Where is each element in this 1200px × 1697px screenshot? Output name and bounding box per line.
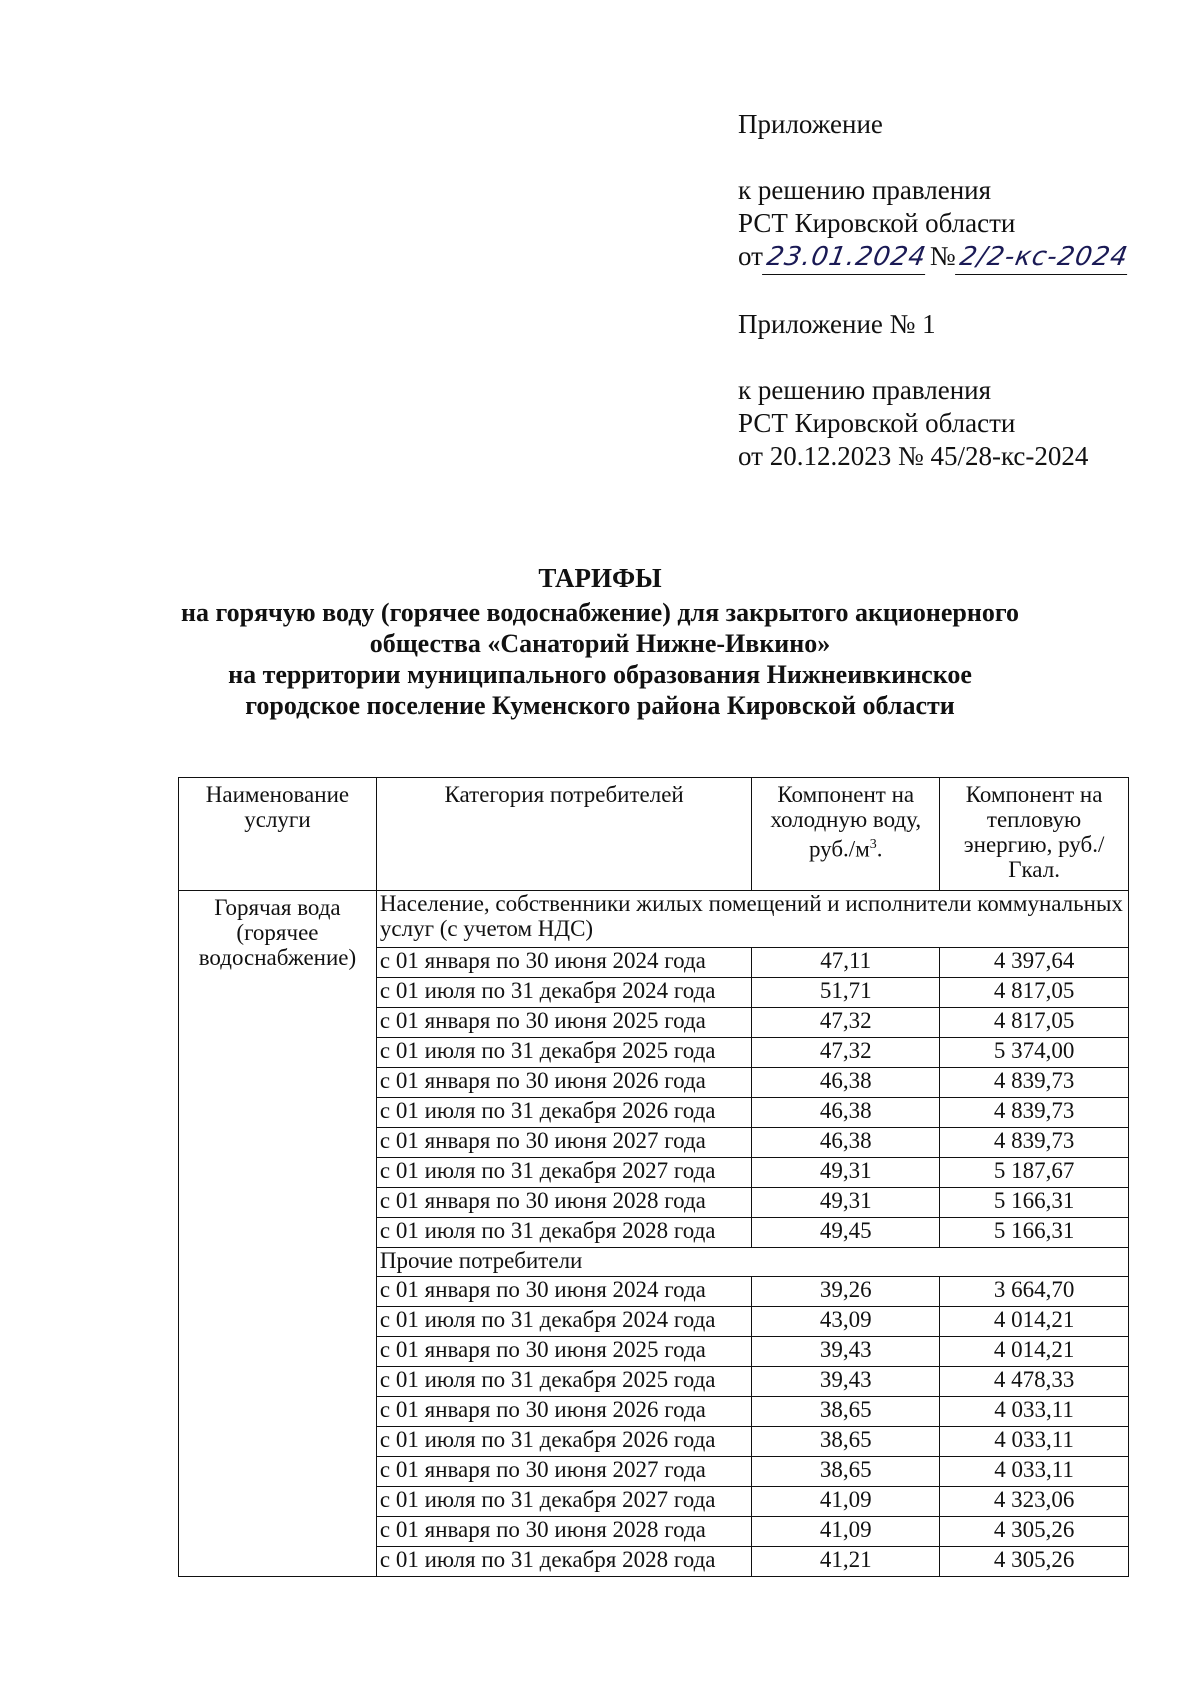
heat-value-cell: 4 397,64 [940, 948, 1129, 978]
cold-value-cell: 51,71 [752, 978, 940, 1008]
heat-value-cell: 5 187,67 [940, 1158, 1129, 1188]
heat-value-cell: 4 033,11 [940, 1427, 1129, 1457]
cold-value-cell: 46,38 [752, 1128, 940, 1158]
period-cell: с 01 января по 30 июня 2027 года [376, 1457, 751, 1487]
cold-value-cell: 38,65 [752, 1457, 940, 1487]
cold-value-cell: 41,21 [752, 1547, 940, 1577]
cold-value-cell: 41,09 [752, 1487, 940, 1517]
cold-value-cell: 49,31 [752, 1158, 940, 1188]
period-cell: с 01 января по 30 июня 2026 года [376, 1068, 751, 1098]
decision-line: к решению правления [738, 175, 992, 205]
title-line-4: городское поселение Куменского района Кировской области [245, 691, 955, 720]
authority-line-2: РСТ Кировской области [738, 408, 1016, 438]
category-row [179, 891, 1129, 948]
period-cell: с 01 июля по 31 декабря 2028 года [376, 1547, 751, 1577]
appendix-label: Приложение [738, 109, 883, 139]
appendix-header [738, 108, 1131, 473]
period-cell: с 01 июля по 31 декабря 2024 года [376, 1307, 751, 1337]
category-cell: Прочие потребители [376, 1248, 1128, 1277]
cold-value-cell: 41,09 [752, 1517, 940, 1547]
period-cell: с 01 января по 30 июня 2024 года [376, 1277, 751, 1307]
cold-value-cell: 49,31 [752, 1188, 940, 1218]
period-cell: с 01 июля по 31 декабря 2026 года [376, 1098, 751, 1128]
heat-value-cell: 5 166,31 [940, 1218, 1129, 1248]
heat-value-cell: 4 014,21 [940, 1307, 1129, 1337]
service-name-cell: Горячая вода (горячее водоснабжение) [179, 891, 377, 1577]
period-cell: с 01 июля по 31 декабря 2026 года [376, 1427, 751, 1457]
cold-value-cell: 46,38 [752, 1068, 940, 1098]
period-cell: с 01 января по 30 июня 2025 года [376, 1337, 751, 1367]
title-line-3: на территории муниципального образования Нижнеивкинское [228, 660, 972, 689]
header-category: Категория потребителей [376, 778, 751, 891]
heat-value-cell: 4 839,73 [940, 1098, 1129, 1128]
period-cell: с 01 июля по 31 декабря 2027 года [376, 1158, 751, 1188]
heat-value-cell: 4 305,26 [940, 1517, 1129, 1547]
cold-value-cell: 38,65 [752, 1397, 940, 1427]
period-cell: с 01 января по 30 июня 2024 года [376, 948, 751, 978]
decision-line-2: к решению правления [738, 375, 992, 405]
cold-value-cell: 47,11 [752, 948, 940, 978]
heat-value-cell: 4 478,33 [940, 1367, 1129, 1397]
handwritten-date-line [738, 240, 1131, 275]
period-cell: с 01 января по 30 июня 2026 года [376, 1397, 751, 1427]
cold-value-cell: 49,45 [752, 1218, 940, 1248]
title-main: ТАРИФЫ [538, 563, 662, 593]
heat-value-cell: 5 374,00 [940, 1038, 1129, 1068]
decision-date-line: от 20.12.2023 № 45/28-кс-2024 [738, 441, 1089, 471]
heat-value-cell: 3 664,70 [940, 1277, 1129, 1307]
heat-value-cell: 4 305,26 [940, 1547, 1129, 1577]
heat-value-cell: 4 323,06 [940, 1487, 1129, 1517]
category-cell: Население, собственники жилых помещений и исполнители коммунальных услуг (с учетом НДС) [376, 891, 1128, 948]
heat-value-cell: 4 033,11 [940, 1457, 1129, 1487]
document-title [0, 563, 1200, 721]
period-cell: с 01 июля по 31 декабря 2025 года [376, 1038, 751, 1068]
heat-value-cell: 5 166,31 [940, 1188, 1129, 1218]
period-cell: с 01 января по 30 июня 2027 года [376, 1128, 751, 1158]
number-prefix: № [929, 241, 956, 271]
title-line-1: на горячую воду (горячее водоснабжение) для закрытого акционерного [180, 598, 1020, 627]
cold-value-cell: 47,32 [752, 1008, 940, 1038]
date-prefix: от [738, 241, 763, 271]
heat-value-cell: 4 817,05 [940, 978, 1129, 1008]
heat-value-cell: 4 839,73 [940, 1068, 1129, 1098]
cold-value-cell: 39,43 [752, 1367, 940, 1397]
title-line-2: общества «Санаторий Нижне-Ивкино» [369, 629, 831, 658]
period-cell: с 01 января по 30 июня 2025 года [376, 1008, 751, 1038]
period-cell: с 01 января по 30 июня 2028 года [376, 1188, 751, 1218]
cold-value-cell: 38,65 [752, 1427, 940, 1457]
heat-value-cell: 4 014,21 [940, 1337, 1129, 1367]
header-heat-component: Компонент на тепловую энергию, руб./Гкал. [940, 778, 1129, 891]
header-service: Наименование услуги [179, 778, 377, 891]
header-cold-component: Компонент на холодную воду, $руб./м^3$. [752, 778, 940, 891]
cold-value-cell: 39,26 [752, 1277, 940, 1307]
period-cell: с 01 июля по 31 декабря 2028 года [376, 1218, 751, 1248]
handwritten-number: 2/2-кс-2024 [955, 241, 1133, 275]
table-header-row [179, 778, 1129, 891]
heat-value-cell: 4 839,73 [940, 1128, 1129, 1158]
heat-value-cell: 4 033,11 [940, 1397, 1129, 1427]
period-cell: с 01 июля по 31 декабря 2024 года [376, 978, 751, 1008]
cold-value-cell: 43,09 [752, 1307, 940, 1337]
cold-value-cell: 46,38 [752, 1098, 940, 1128]
tariff-table [178, 777, 1129, 1577]
appendix-number-label: Приложение № 1 [738, 309, 936, 339]
heat-value-cell: 4 817,05 [940, 1008, 1129, 1038]
cold-value-cell: 39,43 [752, 1337, 940, 1367]
cold-value-cell: 47,32 [752, 1038, 940, 1068]
handwritten-date: 23.01.2024 [762, 241, 931, 275]
period-cell: с 01 января по 30 июня 2028 года [376, 1517, 751, 1547]
period-cell: с 01 июля по 31 декабря 2027 года [376, 1487, 751, 1517]
authority-line: РСТ Кировской области [738, 208, 1016, 238]
period-cell: с 01 июля по 31 декабря 2025 года [376, 1367, 751, 1397]
